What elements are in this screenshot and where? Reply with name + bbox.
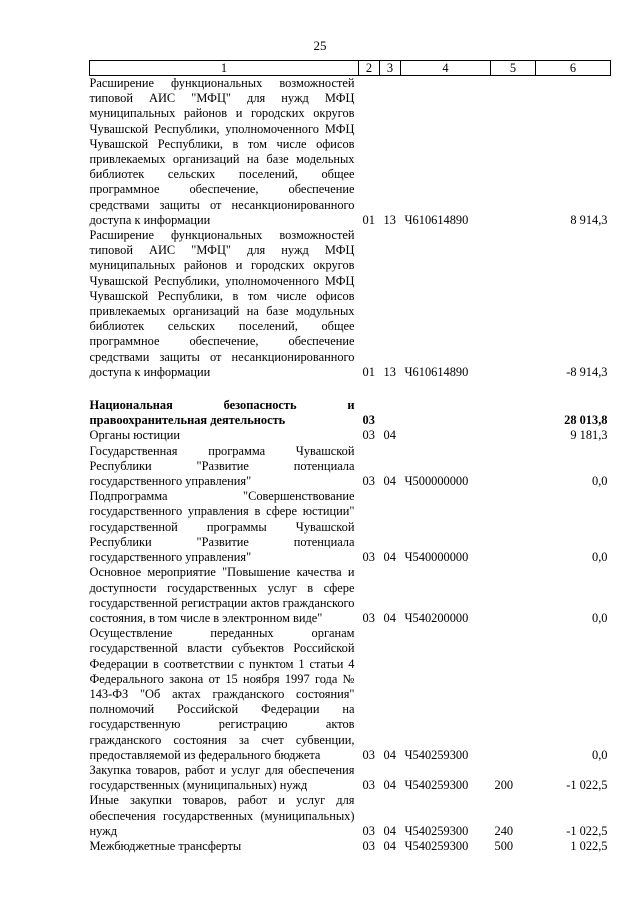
column-header: 2 (359, 61, 380, 76)
expense-type-code (491, 565, 536, 626)
subsection-code: 04 (383, 823, 396, 838)
table-row (90, 565, 611, 626)
expense-type-code: 500 (494, 838, 514, 853)
row-description: Подпрограмма "Совершенствование государственного управления в сфере юстиции" государственной программы Чувашской Республики "Развитие потенциала государственного управления" (89, 489, 355, 565)
amount: 28 013,8 (564, 413, 608, 428)
subsection-code (380, 398, 401, 428)
row-description: Иные закупки товаров, работ и услуг для обеспечения государственных (муниципальных) нужд (89, 793, 355, 838)
column-header-row (90, 61, 611, 76)
target-article-code: Ч540259300 (404, 747, 469, 762)
amount: -1 022,5 (566, 778, 608, 793)
column-header: 6 (536, 61, 611, 76)
amount: 0,0 (592, 550, 608, 565)
section-code: 03 (362, 823, 375, 838)
section-code: 03 (362, 550, 375, 565)
target-article-code: Ч500000000 (404, 474, 469, 489)
subsection-code: 04 (383, 474, 396, 489)
subsection-code: 04 (383, 747, 396, 762)
table-row (90, 76, 611, 229)
column-header: 4 (401, 61, 491, 76)
amount: 0,0 (592, 610, 608, 625)
column-header: 1 (90, 61, 359, 76)
section-code: 01 (362, 364, 375, 379)
amount: 9 181,3 (570, 428, 608, 443)
subsection-code: 04 (383, 428, 396, 443)
subsection-code: 13 (383, 364, 396, 379)
target-article-code: Ч540259300 (404, 823, 469, 838)
amount: 0,0 (592, 474, 608, 489)
subsection-code: 13 (383, 212, 396, 227)
target-article-code: Ч610614890 (404, 364, 469, 379)
row-description: Основное мероприятие "Повышение качества и доступности государственных услуг в сфере государственной регистрации актов гражданского состояния, в том числе в электронном виде" (89, 565, 355, 625)
table-row (90, 626, 611, 763)
expense-type-code (491, 228, 536, 380)
amount: -1 022,5 (566, 823, 608, 838)
table-row (90, 489, 611, 565)
section-code: 03 (362, 838, 375, 853)
row-description: Межбюджетные трансферты (89, 838, 242, 853)
subsection-code: 04 (383, 550, 396, 565)
target-article-code: Ч540000000 (404, 550, 469, 565)
expense-type-code (491, 76, 536, 229)
target-article-code: Ч610614890 (404, 212, 469, 227)
section-code: 03 (362, 610, 375, 625)
table-row (90, 839, 611, 854)
section-code: 03 (362, 474, 375, 489)
target-article-code: Ч540259300 (404, 778, 469, 793)
page-number: 25 (313, 38, 327, 53)
table-row (90, 428, 611, 443)
target-article-code: Ч540259300 (404, 838, 469, 853)
column-header: 3 (380, 61, 401, 76)
row-description: Закупка товаров, работ и услуг для обеспечения государственных (муниципальных) нужд (89, 762, 355, 793)
amount: 8 914,3 (570, 212, 608, 227)
section-code: 03 (362, 428, 375, 443)
subsection-code: 04 (383, 838, 396, 853)
table-row (90, 444, 611, 490)
column-header: 5 (491, 61, 536, 76)
expense-type-code (491, 489, 536, 565)
row-description: Органы юстиции (89, 428, 180, 443)
expense-type-code (491, 444, 536, 490)
section-code: 03 (362, 413, 375, 428)
section-code: 01 (362, 212, 375, 227)
target-article-code (401, 428, 491, 443)
target-article-code: Ч540200000 (404, 610, 469, 625)
amount: 0,0 (592, 747, 608, 762)
table-row (90, 793, 611, 839)
section-code: 03 (362, 778, 375, 793)
expense-type-code (491, 626, 536, 763)
expense-type-code (491, 398, 536, 428)
table-row (90, 398, 611, 428)
expense-type-code: 240 (494, 823, 514, 838)
amount: 1 022,5 (570, 838, 608, 853)
row-description: Расширение функциональных возможностей типовой АИС "МФЦ" для нужд МФЦ муниципальных районов и городских округов Чувашской Республики, уполномоченного МФЦ Чувашской Республики, в том числе офисов привлекаемых организаций на базе модульных библиотек сельских поселений, общее программное обеспечение, обеспечение средствами защиты от несанкционированного доступа к информации (89, 228, 355, 379)
table-row (90, 763, 611, 793)
budget-table (89, 60, 611, 854)
expense-type-code: 200 (494, 778, 514, 793)
row-description: Национальная безопасность и правоохранительная деятельность (89, 398, 355, 428)
row-description: Расширение функциональных возможностей типовой АИС "МФЦ" для нужд МФЦ муниципальных районов и городских округов Чувашской Республики, уполномоченного МФЦ Чувашской Республики, в том числе офисов привлекаемых организаций на базе модельных библиотек сельских поселений, общее программное обеспечение, обеспечение средствами защиты от несанкционированного доступа к информации (89, 76, 355, 227)
table-row (90, 228, 611, 380)
row-description: Государственная программа Чувашской Республики "Развитие потенциала государственного управления" (89, 443, 355, 489)
target-article-code (401, 398, 491, 428)
amount: -8 914,3 (566, 364, 608, 379)
spacer-row (90, 380, 611, 398)
subsection-code: 04 (383, 778, 396, 793)
expense-type-code (491, 428, 536, 443)
subsection-code: 04 (383, 610, 396, 625)
row-description: Осуществление переданных органам государственной власти субъектов Российской Федерации в соответствии с пунктом 1 статьи 4 Федерального закона от 15 ноября 1997 года № 143-ФЗ "Об актах гражданского состояния" полномочий Российской Федерации на государственную регистрацию актов гражданского состояния за счет субвенции, предоставляемой из федерального бюджета (89, 626, 355, 762)
section-code: 03 (362, 747, 375, 762)
